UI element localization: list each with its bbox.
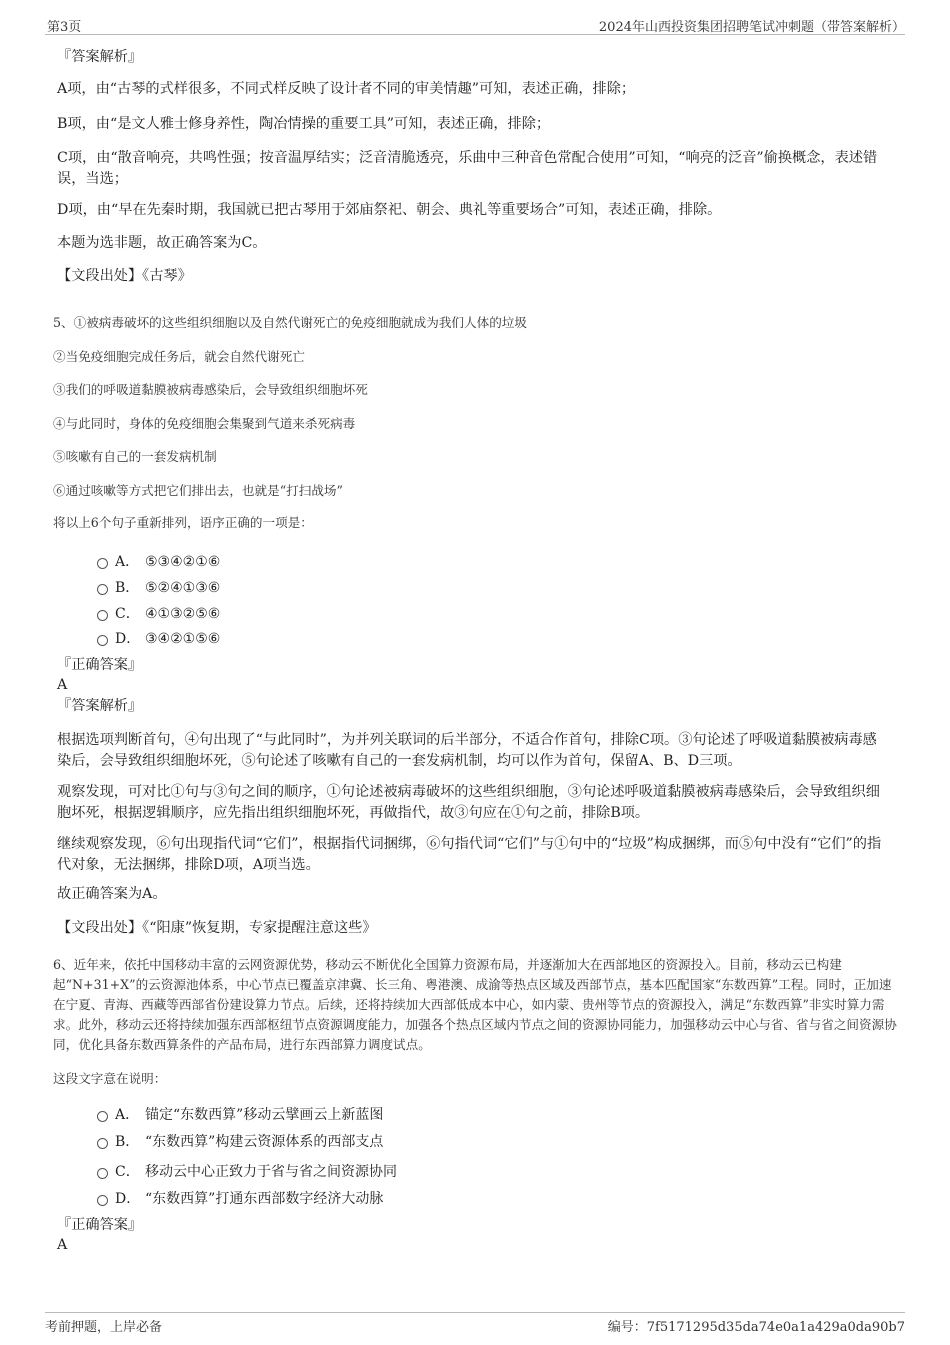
q4-source: 【文段出处】《古琴》 <box>57 268 192 284</box>
q4-conclusion: 本题为选非题，故正确答案为C。 <box>57 235 267 251</box>
q4-analysis-c: C项，由“散音响亮，共鸣性强；按音温厚结实；泛音清脆透亮，乐曲中三种音色常配合使用”可知，“响亮的泛音”偷换概念，表述错误，当选； <box>57 150 878 187</box>
q6-prompt: 这段文字意在说明： <box>53 1071 167 1086</box>
q5-analysis-p3: 继续观察发现，⑥句出现指代词“它们”，根据指代词捆绑，⑥句指代词“它们”与①句中的“垃圾”构成捆绑，而⑤句中没有“它们”的指代对象，无法捆绑，排除D项，A项当选。 <box>57 836 882 873</box>
q5-option-d[interactable]: D． ③④②①⑤⑥ <box>97 628 220 648</box>
radio-button[interactable] <box>97 1138 108 1149</box>
q5-prompt: 将以上6个句子重新排列，语序正确的一项是： <box>53 515 313 530</box>
q4-analysis-b: B项，由“是文人雅士修身养性，陶冶情操的重要工具”可知，表述正确，排除； <box>57 116 551 132</box>
q5-analysis-p1: 根据选项判断首句，④句出现了“与此同时”，为并列关联词的后半部分，不适合作首句，排除C项。③句论述了呼吸道黏膜被病毒感染后，会导致组织细胞坏死，⑤句论述了咳嗽有自己的一套发病机制，均可以作为首句，保留A、B、D三项。 <box>57 732 877 769</box>
radio-button[interactable] <box>97 610 108 621</box>
q5-option-c[interactable]: C． ④①③②⑤⑥ <box>97 603 220 623</box>
q5-sentence-6: ⑥通过咳嗽等方式把它们排出去，也就是“打扫战场” <box>53 483 343 498</box>
document-title: 2024年山西投资集团招聘笔试冲刺题（带答案解析） <box>598 20 905 35</box>
radio-button[interactable] <box>97 584 108 595</box>
radio-button[interactable] <box>97 1111 108 1122</box>
q6-option-c[interactable]: C． 移动云中心正致力于省与省之间资源协同 <box>97 1161 397 1181</box>
q6-answer-title: 『正确答案』 <box>57 1217 143 1233</box>
q5-analysis-title: 『答案解析』 <box>57 698 143 714</box>
radio-button[interactable] <box>97 1195 108 1206</box>
page-footer <box>45 1312 905 1333</box>
q5-option-b[interactable]: B． ⑤②④①③⑥ <box>97 577 220 597</box>
q5-conclusion: 故正确答案为A。 <box>57 886 167 902</box>
q4-analysis-title: 『答案解析』 <box>57 49 143 65</box>
q5-stem: 5、①被病毒破坏的这些组织细胞以及自然代谢死亡的免疫细胞就成为我们人体的垃圾 <box>53 315 527 330</box>
page-number: 第3页 <box>47 20 82 35</box>
q4-analysis-a: A项，由“古琴的式样很多，不同式样反映了设计者不同的审美情趣”可知，表述正确，排除； <box>57 81 636 97</box>
footer-slogan: 考前押题，上岸必备 <box>45 1320 163 1335</box>
q5-sentence-4: ④与此同时，身体的免疫细胞会集聚到气道来杀死病毒 <box>53 416 356 431</box>
q5-analysis-p2: 观察发现，可对比①句与③句之间的顺序，①句论述被病毒破坏的这些组织细胞，③句论述呼吸道黏膜被病毒感染后，会导致组织细胞坏死，根据逻辑顺序，应先指出组织细胞坏死，再做指代，故③句应在①句之前，排除B项。 <box>57 784 880 821</box>
q4-analysis-d: D项，由“早在先秦时期，我国就已把古琴用于郊庙祭祀、朝会、典礼等重要场合”可知，表述正确，排除。 <box>57 202 722 218</box>
q5-source: 【文段出处】《“阳康”恢复期，专家提醒注意这些》 <box>57 920 377 936</box>
q5-answer: A <box>57 677 68 693</box>
q5-sentence-5: ⑤咳嗽有自己的一套发病机制 <box>53 449 217 464</box>
q6-option-a[interactable]: A． 锚定“东数西算”移动云擘画云上新蓝图 <box>97 1104 383 1124</box>
radio-button[interactable] <box>97 1168 108 1179</box>
q6-stem: 6、近年来，依托中国移动丰富的云网资源优势，移动云不断优化全国算力资源布局，并逐渐加大在西部地区的资源投入。目前，移动云已构建起“N+31+X”的云资源池体系，中心节点已覆盖京津冀、长三角、粤港澳、成渝等热点区域及西部节点，基本匹配国家“东数西算”工程。同时，正加速在宁夏、青海、西藏等西部省份建设算力节点。后续，还将持续加大西部低成本中心，如内蒙、贵州等节点的资源投入，满足“东数西算”非实时算力需求。此外，移动云还将持续加强东西部枢纽节点资源调度能力，加强各个热点区域内节点之间的资源协同能力，加强移动云中心与省、省与省之间资源协同，优化具备东数西算条件的产品布局，进行东西部算力调度试点。 <box>53 957 897 1052</box>
page-header <box>45 14 905 35</box>
q5-option-a[interactable]: A． ⑤③④②①⑥ <box>97 551 220 571</box>
q6-option-b[interactable]: B． “东数西算”构建云资源体系的西部支点 <box>97 1131 383 1151</box>
q5-answer-title: 『正确答案』 <box>57 657 143 673</box>
q5-sentence-3: ③我们的呼吸道黏膜被病毒感染后，会导致组织细胞坏死 <box>53 382 368 397</box>
document-id: 编号：7f5171295d35da74e0a1a429a0da90b7 <box>607 1320 905 1335</box>
q5-sentence-2: ②当免疫细胞完成任务后，就会自然代谢死亡 <box>53 349 305 364</box>
radio-button[interactable] <box>97 635 108 646</box>
q6-answer: A <box>57 1237 68 1253</box>
radio-button[interactable] <box>97 558 108 569</box>
q6-option-d[interactable]: D． “东数西算”打通东西部数字经济大动脉 <box>97 1188 383 1208</box>
